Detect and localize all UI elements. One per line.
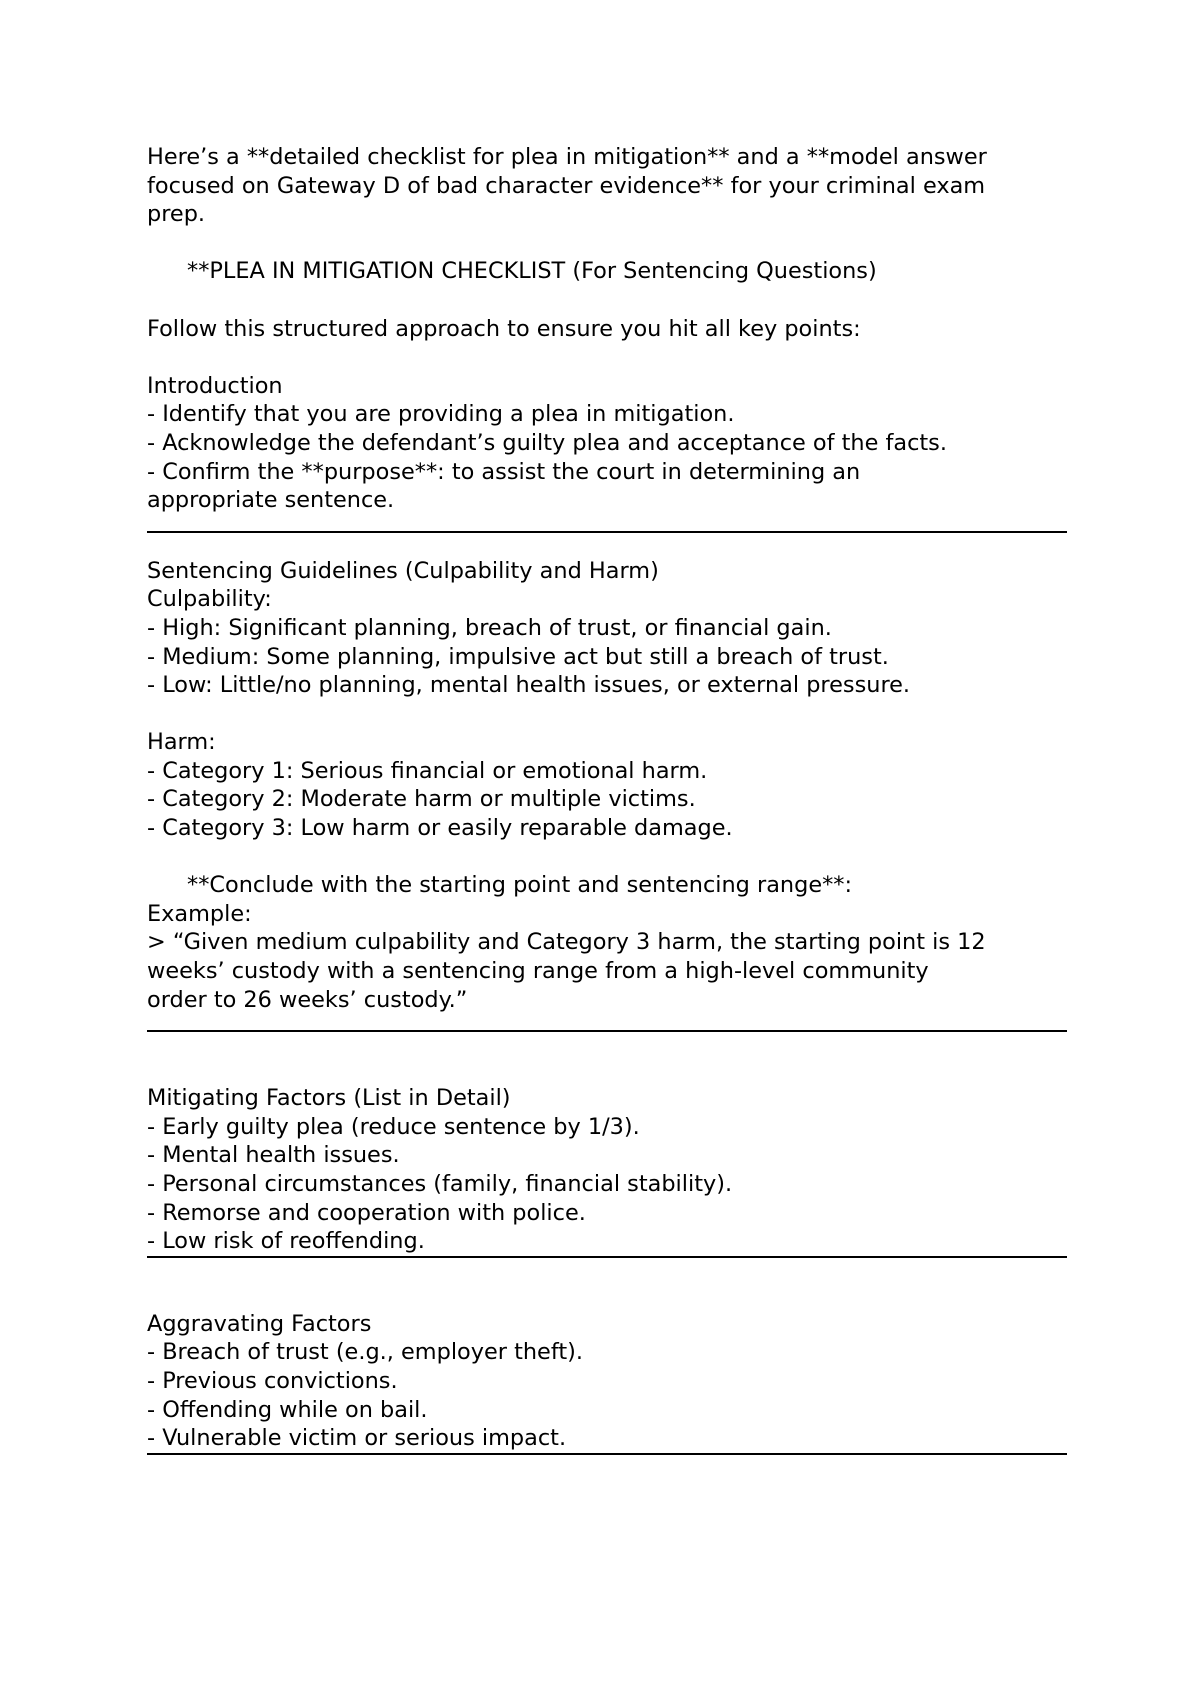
section-heading: Introduction [147, 372, 283, 399]
checklist-heading: **PLEA IN MITIGATION CHECKLIST (For Sentencing Questions) [187, 258, 877, 285]
list-item: - Previous convictions. [147, 1367, 398, 1394]
list-item: - Low risk of reoffending. [147, 1228, 425, 1255]
document-page [147, 143, 1067, 1455]
section-heading: Sentencing Guidelines (Culpability and Harm) [147, 557, 659, 584]
list-item: appropriate sentence. [147, 487, 395, 514]
section-heading: Aggravating Factors [147, 1310, 372, 1337]
example-quote-line: > “Given medium culpability and Category 3 harm, the starting point is 12 [147, 929, 986, 956]
aggravating-section [147, 1310, 1067, 1453]
list-item: - Identify that you are providing a plea in mitigation. [147, 401, 735, 428]
list-item: - High: Significant planning, breach of trust, or financial gain. [147, 614, 832, 641]
list-item: - Remorse and cooperation with police. [147, 1199, 586, 1226]
list-item: - Category 2: Moderate harm or multiple victims. [147, 786, 696, 813]
guidelines-section [147, 557, 1067, 1015]
list-item: - Vulnerable victim or serious impact. [147, 1425, 567, 1452]
example-label: Example: [147, 900, 252, 927]
conclude-heading: **Conclude with the starting point and sentencing range**: [187, 872, 853, 899]
intro-paragraph [147, 143, 1067, 229]
list-item: - Category 1: Serious financial or emotional harm. [147, 757, 708, 784]
list-item: - Mental health issues. [147, 1142, 400, 1169]
introduction-section [147, 372, 1067, 515]
culpability-label: Culpability: [147, 586, 272, 613]
list-item: - Confirm the **purpose**: to assist the court in determining an [147, 458, 861, 485]
approach-text: Follow this structured approach to ensure you hit all key points: [147, 315, 861, 342]
list-item: - Acknowledge the defendant’s guilty plea and acceptance of the facts. [147, 429, 947, 456]
list-item: - Medium: Some planning, impulsive act but still a breach of trust. [147, 643, 889, 670]
list-item: - Category 3: Low harm or easily reparable damage. [147, 815, 733, 842]
list-item: - Early guilty plea (reduce sentence by 1/3). [147, 1113, 640, 1140]
list-item: - Breach of trust (e.g., employer theft). [147, 1339, 583, 1366]
intro-line: focused on Gateway D of bad character evidence** for your criminal exam [147, 172, 986, 199]
list-item: - Offending while on bail. [147, 1396, 428, 1423]
intro-line: prep. [147, 201, 206, 228]
list-item: - Personal circumstances (family, financial stability). [147, 1171, 733, 1197]
example-quote-line: weeks’ custody with a sentencing range from a high-level community [147, 958, 929, 985]
list-item: - Low: Little/no planning, mental health issues, or external pressure. [147, 672, 911, 699]
example-quote-line: order to 26 weeks’ custody.” [147, 986, 468, 1013]
section-divider [147, 1453, 1067, 1455]
harm-label: Harm: [147, 729, 216, 756]
section-heading: Mitigating Factors (List in Detail) [147, 1085, 511, 1112]
intro-line: Here’s a **detailed checklist for plea in mitigation** and a **model answer [147, 144, 987, 170]
mitigating-section [147, 1084, 1067, 1256]
